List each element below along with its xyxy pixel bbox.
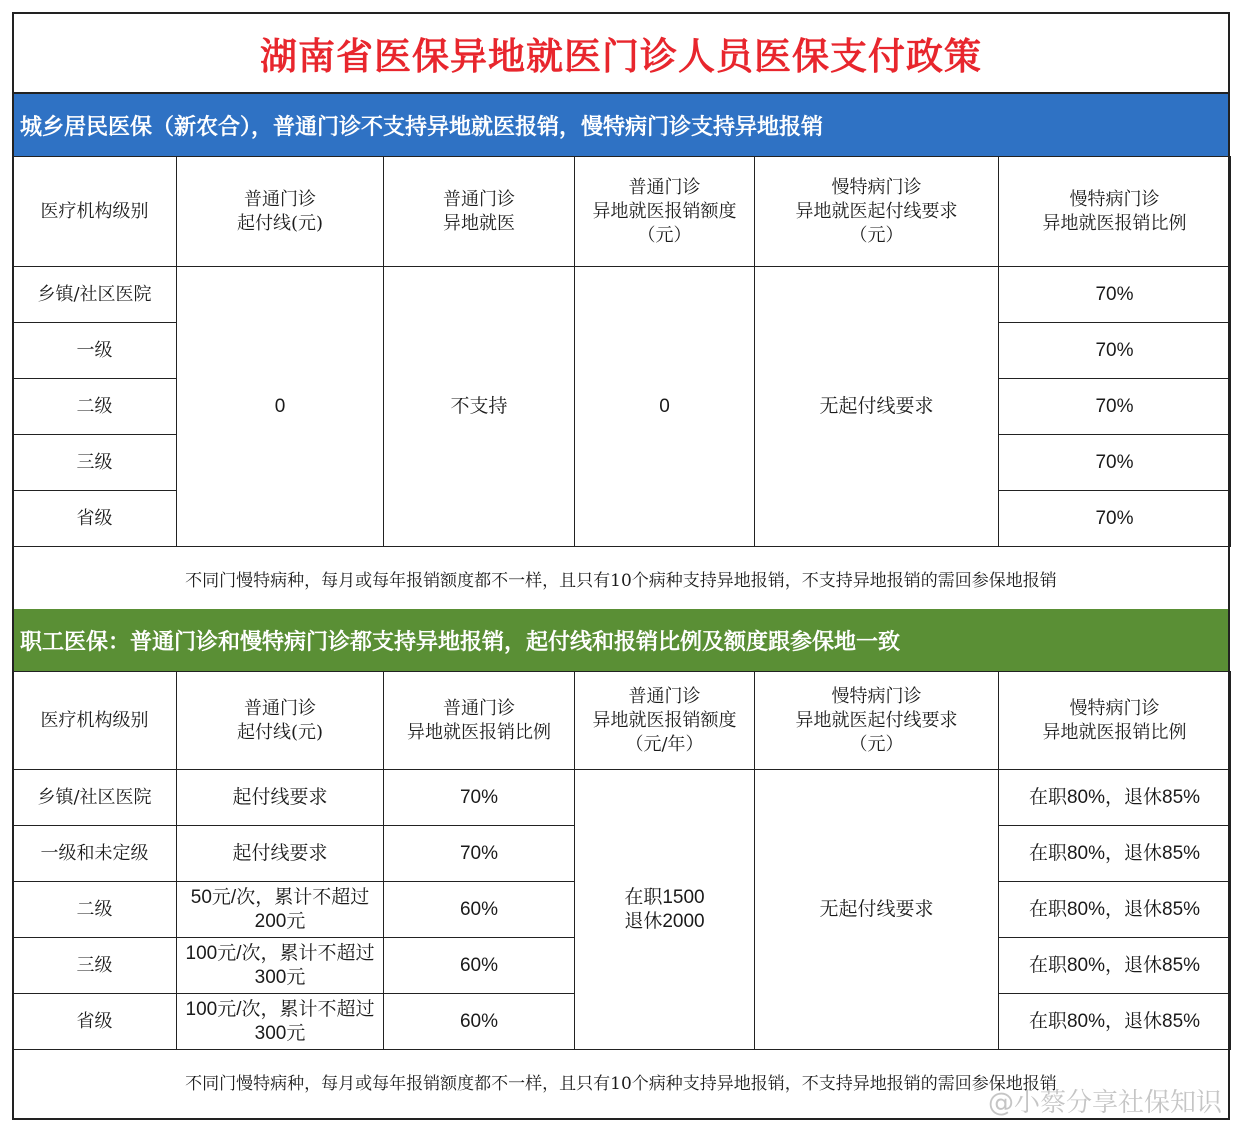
header-cell: 普通门诊 异地就医: [384, 157, 575, 267]
chronic-ratio-cell: 在职80%，退休85%: [999, 770, 1231, 826]
table-row: [13, 267, 1231, 323]
table-header-row: [13, 157, 1231, 267]
chronic-deductible-cell: 无起付线要求: [755, 267, 999, 547]
level-cell: 二级: [13, 882, 177, 938]
ratio-cell: 60%: [384, 938, 575, 994]
header-cell: 医疗机构级别: [13, 672, 177, 770]
chronic-ratio-cell: 70%: [999, 491, 1231, 547]
outpatient-limit-cell: 0: [575, 267, 755, 547]
header-cell: 慢特病门诊 异地就医起付线要求 （元）: [755, 157, 999, 267]
chronic-ratio-cell: 在职80%，退休85%: [999, 938, 1231, 994]
chronic-deductible-cell: 无起付线要求: [755, 770, 999, 1050]
level-cell: 省级: [13, 994, 177, 1050]
level-cell: 三级: [13, 435, 177, 491]
header-cell: 慢特病门诊 异地就医起付线要求 （元）: [755, 672, 999, 770]
chronic-ratio-cell: 70%: [999, 435, 1231, 491]
section1-banner: 城乡居民医保（新农合），普通门诊不支持异地就医报销，慢特病门诊支持异地报销: [14, 94, 1228, 156]
ratio-cell: 60%: [384, 882, 575, 938]
deductible-cell: 100元/次，累计不超过 300元: [177, 994, 384, 1050]
section1-note: 不同门慢特病种，每月或每年报销额度都不一样，且只有10个病种支持异地报销，不支持异地报销的需回参保地报销: [185, 570, 1057, 591]
level-cell: 乡镇/社区医院: [13, 770, 177, 826]
header-cell: 慢特病门诊 异地就医报销比例: [999, 672, 1231, 770]
header-cell: 普通门诊 异地就医报销额度 （元）: [575, 157, 755, 267]
header-cell: 普通门诊 起付线(元): [177, 157, 384, 267]
outpatient-remote-cell: 不支持: [384, 267, 575, 547]
table-header-row: [13, 672, 1231, 770]
chronic-ratio-cell: 70%: [999, 267, 1231, 323]
policy-sheet: [12, 12, 1230, 1120]
chronic-ratio-cell: 在职80%，退休85%: [999, 994, 1231, 1050]
chronic-ratio-cell: 70%: [999, 323, 1231, 379]
header-cell: 医疗机构级别: [13, 157, 177, 267]
watermark: @小蔡分享社保知识: [987, 1088, 1222, 1118]
table-row: [13, 770, 1231, 826]
deductible-cell: 100元/次，累计不超过 300元: [177, 938, 384, 994]
level-cell: 三级: [13, 938, 177, 994]
ratio-cell: 70%: [384, 770, 575, 826]
header-cell: 普通门诊 异地就医报销比例: [384, 672, 575, 770]
level-cell: 二级: [13, 379, 177, 435]
level-cell: 省级: [13, 491, 177, 547]
ratio-cell: 70%: [384, 826, 575, 882]
outpatient-deductible-cell: 0: [177, 267, 384, 547]
chronic-ratio-cell: 在职80%，退休85%: [999, 826, 1231, 882]
level-cell: 乡镇/社区医院: [13, 267, 177, 323]
page-title: 湖南省医保异地就医门诊人员医保支付政策: [14, 14, 1228, 94]
section2-banner: 职工医保：普通门诊和慢特病门诊都支持异地报销，起付线和报销比例及额度跟参保地一致: [14, 609, 1228, 671]
section1-table: [12, 156, 1231, 547]
level-cell: 一级: [13, 323, 177, 379]
chronic-ratio-cell: 在职80%，退休85%: [999, 882, 1231, 938]
ratio-cell: 60%: [384, 994, 575, 1050]
deductible-cell: 起付线要求: [177, 770, 384, 826]
header-cell: 普通门诊 起付线(元): [177, 672, 384, 770]
deductible-cell: 起付线要求: [177, 826, 384, 882]
section2-note: 不同门慢特病种，每月或每年报销额度都不一样，且只有10个病种支持异地报销，不支持异地报销的需回参保地报销: [185, 1073, 1057, 1094]
section2-table: [12, 671, 1231, 1050]
level-cell: 一级和未定级: [13, 826, 177, 882]
header-cell: 慢特病门诊 异地就医报销比例: [999, 157, 1231, 267]
header-cell: 普通门诊 异地就医报销额度 （元/年）: [575, 672, 755, 770]
deductible-cell: 50元/次，累计不超过 200元: [177, 882, 384, 938]
chronic-ratio-cell: 70%: [999, 379, 1231, 435]
outpatient-limit-cell: 在职1500 退休2000: [575, 770, 755, 1050]
